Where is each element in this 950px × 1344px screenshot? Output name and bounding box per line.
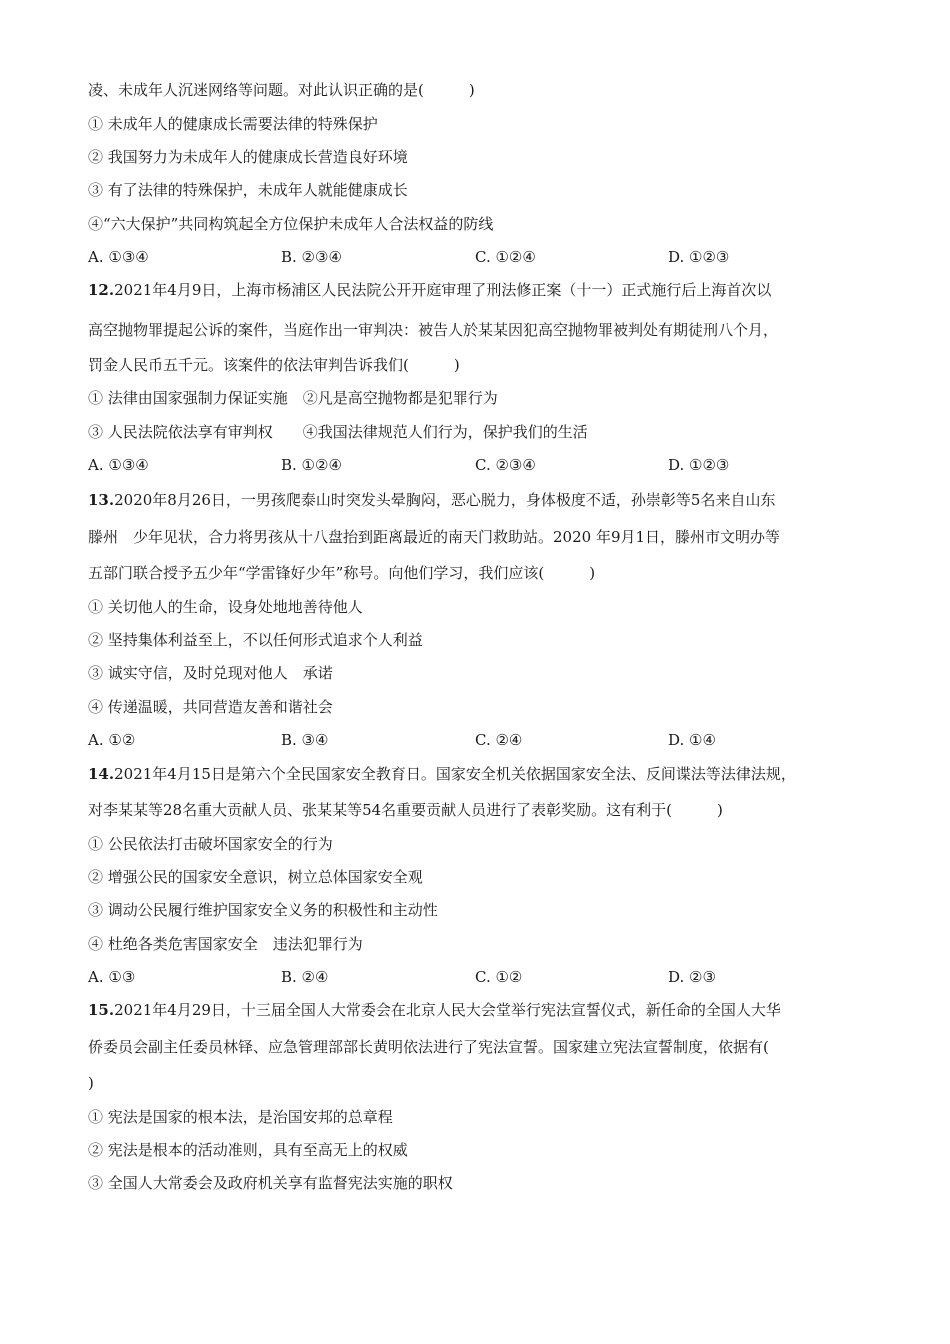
q12-option-b: B. ①②④ xyxy=(281,456,342,474)
q13-stem-line-2: 滕州 少年见状，合力将男孩从十八盘抬到距离最近的南天门救助站。2020 年9月1日，滕州市文明办等 xyxy=(88,528,781,546)
q14-stem-line-1: 14.2021年4月15日是第六个全民国家安全教育日。国家安全机关依据国家安全法、反间谍法等法律法规， xyxy=(88,765,796,783)
q13-item-1: ① 关切他人的生命，设身处地地善待他人 xyxy=(88,598,363,616)
q13-item-4: ④ 传递温暖，共同营造友善和谐社会 xyxy=(88,698,333,716)
q13-option-d: D. ①④ xyxy=(668,731,716,749)
q15-number: 15. xyxy=(88,1001,115,1019)
q11-stem-line: 凌、未成年人沉迷网络等问题。对此认识正确的是( ) xyxy=(88,81,475,99)
q14-option-b: B. ②④ xyxy=(281,968,329,986)
q13-item-3: ③ 诚实守信，及时兑现对他人 承诺 xyxy=(88,664,333,682)
q12-option-c: C. ②③④ xyxy=(475,456,536,474)
q12-option-a: A. ①③④ xyxy=(88,456,149,474)
q13-item-2: ② 坚持集体利益至上，不以任何形式追求个人利益 xyxy=(88,631,423,649)
q14-number: 14. xyxy=(88,765,115,783)
q14-item-2: ② 增强公民的国家安全意识，树立总体国家安全观 xyxy=(88,868,423,886)
q14-item-4: ④ 杜绝各类危害国家安全 违法犯罪行为 xyxy=(88,935,363,953)
q12-stem-line-3: 罚金人民币五千元。该案件的依法审判告诉我们( ) xyxy=(88,356,460,374)
q15-stem-line-2: 侨委员会副主任委员林铎、应急管理部部长黄明依法进行了宪法宣誓。国家建立宪法宣誓制度，依据有( xyxy=(88,1038,769,1056)
q12-stem-line-2: 高空抛物罪提起公诉的案件，当庭作出一审判决：被告人於某某因犯高空抛物罪被判处有期徒刑八个月， xyxy=(88,321,779,339)
q15-item-3: ③ 全国人大常委会及政府机关享有监督宪法实施的职权 xyxy=(88,1174,453,1192)
q14-item-1: ① 公民依法打击破坏国家安全的行为 xyxy=(88,835,333,853)
q13-stem-line-3: 五部门联合授予五少年“学雷锋好少年”称号。向他们学习，我们应该( ) xyxy=(88,564,596,582)
q13-option-c: C. ②④ xyxy=(475,731,523,749)
q11-item-4: ④“六大保护”共同构筑起全方位保护未成年人合法权益的防线 xyxy=(88,215,494,233)
q13-stem-line-1: 13.2020年8月26日，一男孩爬泰山时突发头晕胸闷，恶心脱力，身体极度不适，孙崇彰等5名来自山东 xyxy=(88,491,776,509)
q14-stem-line-2: 对李某某等28名重大贡献人员、张某某等54名重要贡献人员进行了表彰奖励。这有利于( ) xyxy=(88,801,723,819)
q11-item-3: ③ 有了法律的特殊保护，未成年人就能健康成长 xyxy=(88,181,408,199)
q12-stem-line-1: 12.2021年4月9日，上海市杨浦区人民法院公开开庭审理了刑法修正案（十一）正式施行后上海首次以 xyxy=(88,281,772,299)
q13-option-b: B. ③④ xyxy=(281,731,329,749)
q13-option-a: A. ①② xyxy=(88,731,136,749)
q11-option-d: D. ①②③ xyxy=(668,248,730,266)
q11-item-2: ② 我国努力为未成年人的健康成长营造良好环境 xyxy=(88,148,408,166)
q15-stem-line-1: 15.2021年4月29日，十三届全国人大常委会在北京人民大会堂举行宪法宣誓仪式，新任命的全国人大华 xyxy=(88,1001,781,1019)
q14-option-d: D. ②③ xyxy=(668,968,716,986)
q14-option-a: A. ①③ xyxy=(88,968,136,986)
q11-option-b: B. ②③④ xyxy=(281,248,342,266)
q15-item-1: ① 宪法是国家的根本法，是治国安邦的总章程 xyxy=(88,1108,393,1126)
q14-item-3: ③ 调动公民履行维护国家安全义务的积极性和主动性 xyxy=(88,901,438,919)
q12-item-3-4: ③ 人民法院依法享有审判权 ④我国法律规范人们行为，保护我们的生活 xyxy=(88,423,588,441)
q12-option-d: D. ①②③ xyxy=(668,456,730,474)
q15-stem-line-3: ) xyxy=(88,1074,94,1092)
q14-option-c: C. ①② xyxy=(475,968,523,986)
q13-number: 13. xyxy=(88,491,115,509)
q15-item-2: ② 宪法是根本的活动准则，具有至高无上的权威 xyxy=(88,1141,408,1159)
q11-item-1: ① 未成年人的健康成长需要法律的特殊保护 xyxy=(88,115,378,133)
q12-number: 12. xyxy=(88,281,115,299)
q11-option-c: C. ①②④ xyxy=(475,248,536,266)
q12-item-1-2: ① 法律由国家强制力保证实施 ②凡是高空抛物都是犯罪行为 xyxy=(88,389,498,407)
q11-option-a: A. ①③④ xyxy=(88,248,149,266)
